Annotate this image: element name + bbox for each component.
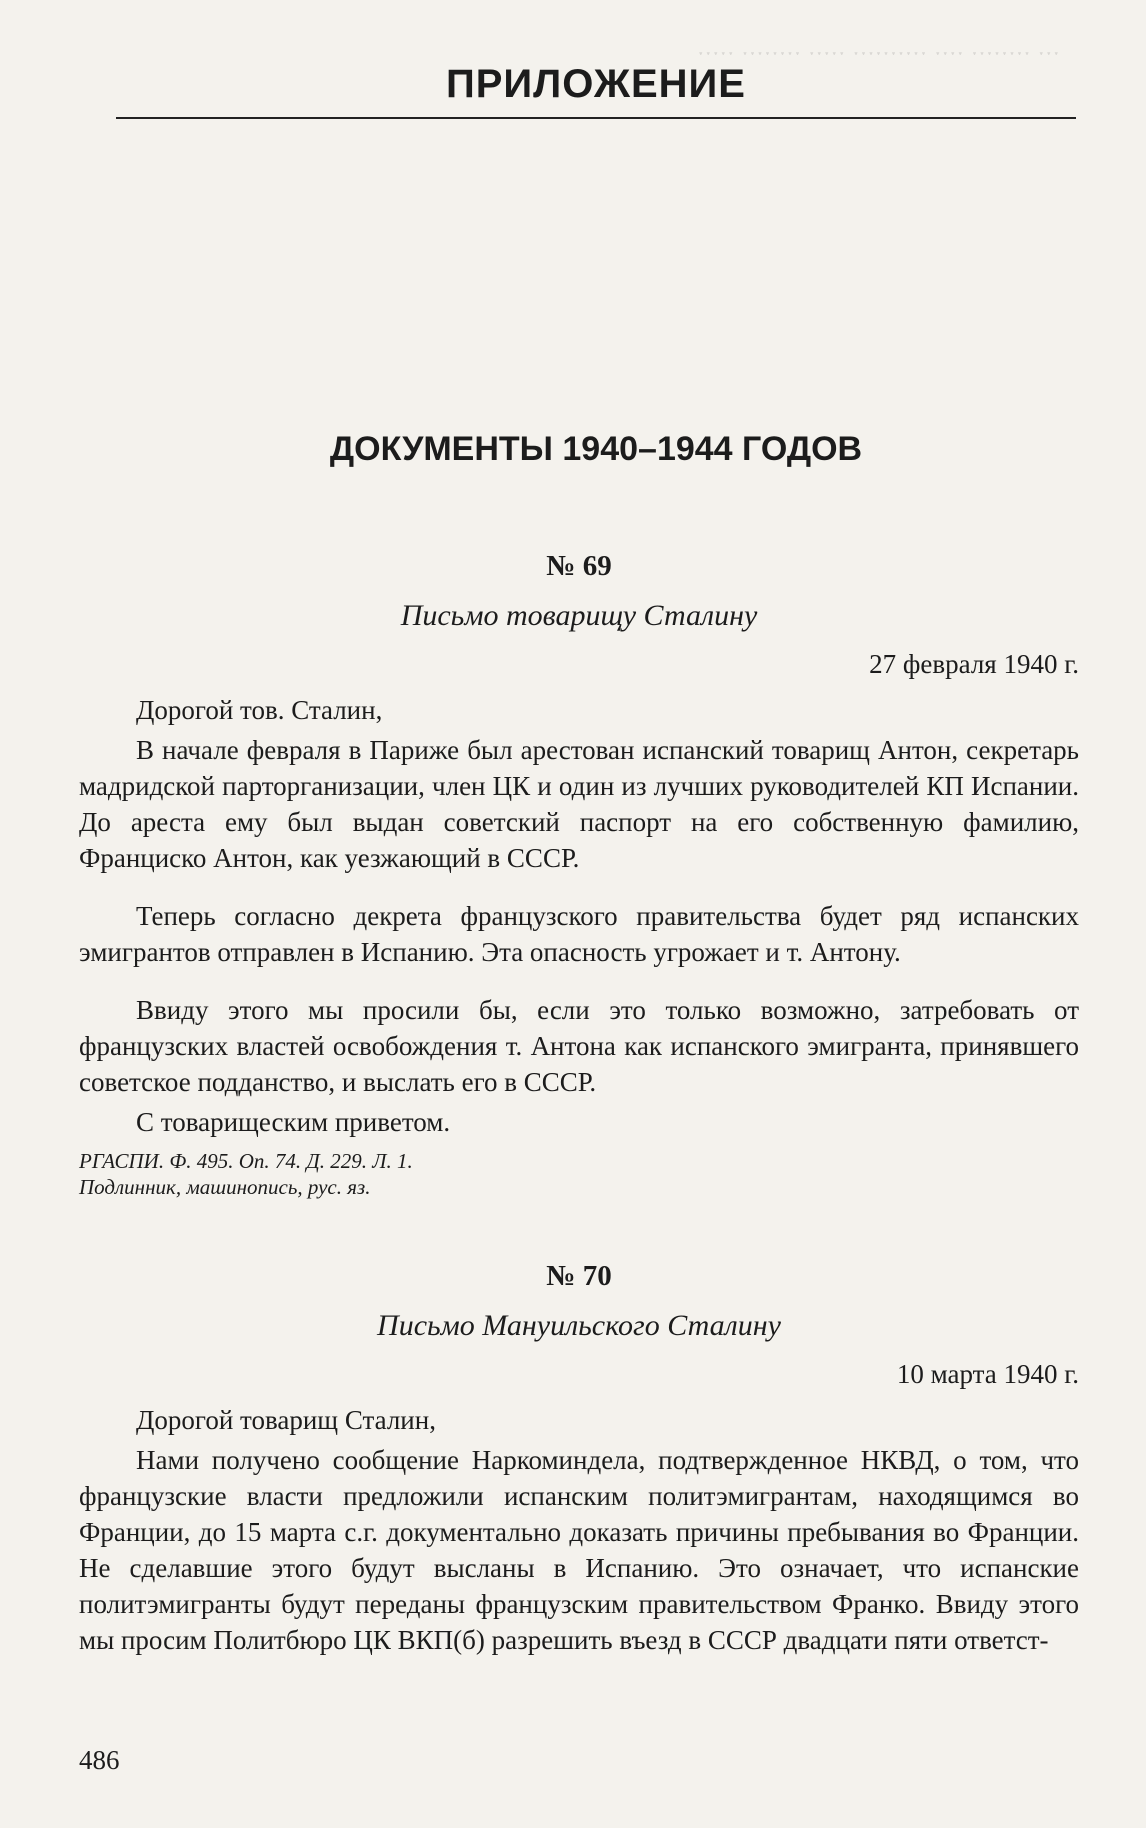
closing: С товарищеским приветом.: [136, 1107, 451, 1137]
salutation: Дорогой тов. Сталин,: [136, 695, 383, 725]
paragraph: Нами получено сообщение Наркоминдела, подтвержденное НКВД, о том, что французские власти предложили испанским политэмигрантам, находящимся во Франции, до 15 марта с.г. документально доказать причины пребывания во Франции. Не сделавшие этого будут высланы в Испанию. Это означает, что испанские политэмигранты будут переданы французским правительством Франко. Ввиду этого мы просим Политбюро ЦК ВКП(б) разрешить въезд в СССР двадцати пяти ответст-: [79, 1445, 1079, 1655]
header-title: ПРИЛОЖЕНИЕ: [446, 62, 746, 106]
page-number: 486: [79, 1745, 120, 1775]
archive-source: [79, 1148, 1079, 1200]
bleed-through-texture: ˑˑˑ ˑˑˑˑˑˑˑˑ ˑˑˑˑ ˑˑˑˑˑˑˑˑˑˑ ˑˑˑˑˑ ˑˑˑˑˑˑˑˑ ˑˑˑˑˑ: [696, 41, 1060, 71]
document-title: Письмо Мануильского Сталину: [377, 1309, 781, 1342]
source-citation: РГАСПИ. Ф. 495. Оп. 74. Д. 229. Л. 1.: [79, 1149, 413, 1173]
running-header: [116, 62, 1076, 119]
paragraph: Ввиду этого мы просили бы, если это только возможно, затребовать от французских властей освобождения т. Антона как испанского эмигранта, принявшего советское подданство, и выслать его в СССР.: [79, 995, 1079, 1097]
document-number: № 69: [546, 550, 612, 582]
document-number: № 70: [546, 1260, 612, 1292]
document-title: Письмо товарищу Сталину: [400, 599, 758, 632]
section-title: ДОКУМЕНТЫ 1940–1944 ГОДОВ: [329, 430, 863, 468]
salutation: Дорогой товарищ Сталин,: [136, 1405, 436, 1435]
source-note: Подлинник, машинопись, рус. яз.: [79, 1175, 371, 1199]
document-date: 10 марта 1940 г.: [896, 1359, 1079, 1389]
document-date: 27 февраля 1940 г.: [869, 649, 1079, 679]
document-69: [79, 548, 1079, 1200]
paragraph: В начале февраля в Париже был арестован испанский товарищ Антон, секретарь мадридской парторганизации, член ЦК и один из лучших руководителей КП Испании. До ареста ему был выдан советский паспорт на его собственную фамилию, Франциско Антон, как уезжающий в СССР.: [79, 735, 1079, 873]
document-70: [79, 1258, 1079, 1658]
paragraph: Теперь согласно декрета французского правительства будет ряд испанских эмигрантов отправлен в Испанию. Эта опасность угрожает и т. Антону.: [79, 901, 1079, 967]
